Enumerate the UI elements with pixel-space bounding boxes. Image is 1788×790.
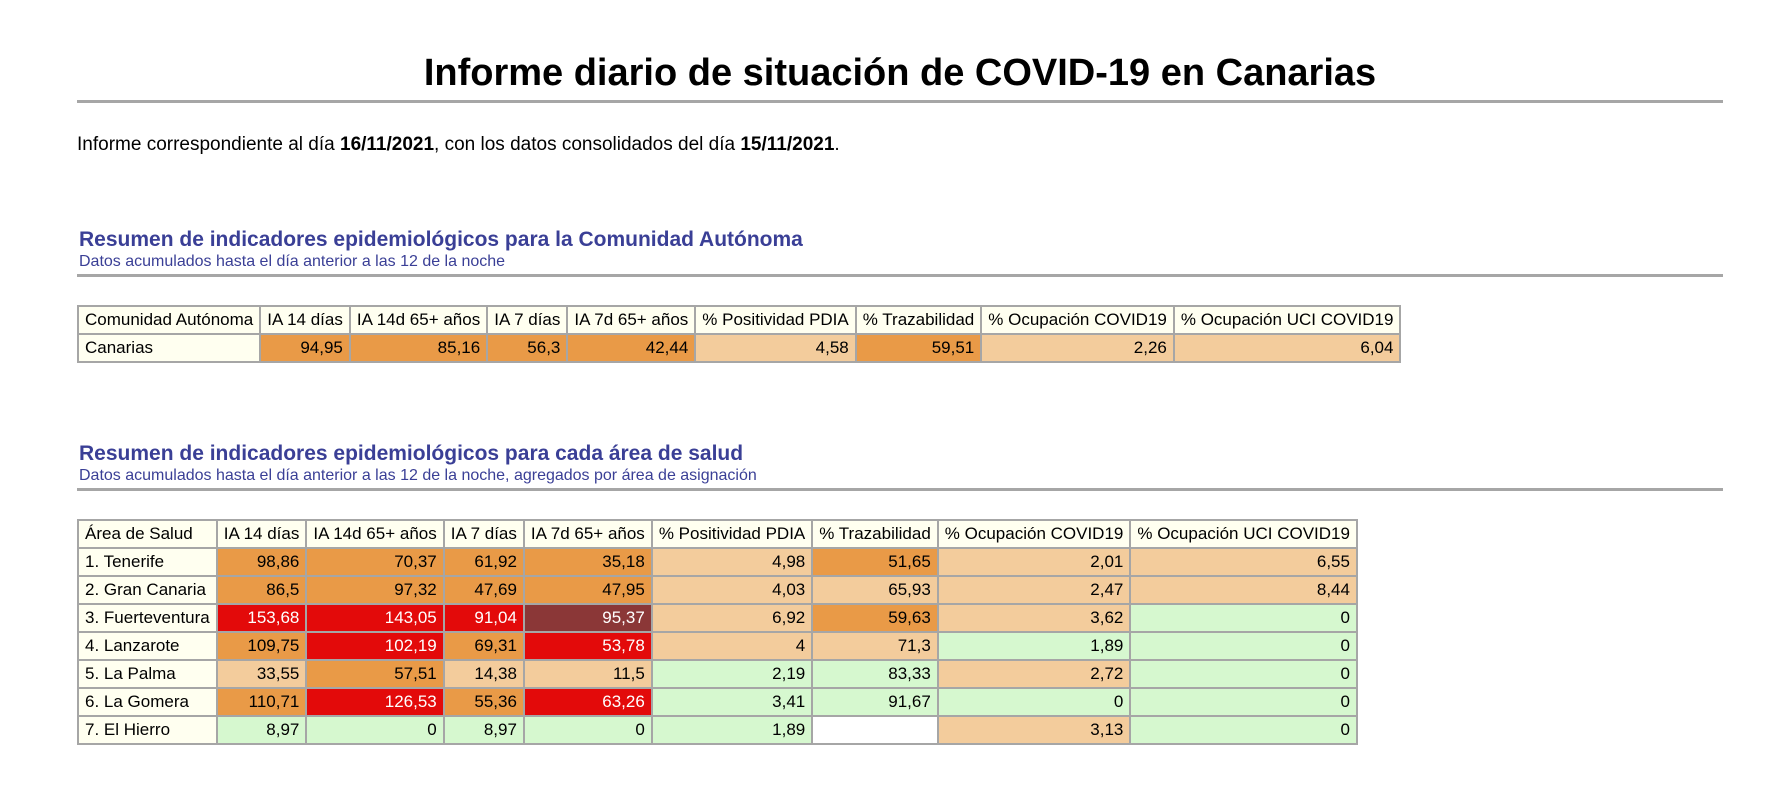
indicator-cell: 65,93: [812, 576, 938, 604]
row-label: 7. El Hierro: [78, 716, 217, 744]
section-health-areas: [77, 442, 1723, 745]
row-label: 1. Tenerife: [78, 548, 217, 576]
indicator-cell: 11,5: [524, 660, 652, 688]
indicator-cell: 110,71: [217, 688, 307, 716]
indicator-cell: 143,05: [306, 604, 443, 632]
table-row: [78, 334, 1400, 362]
indicator-cell: 85,16: [350, 334, 487, 362]
indicator-cell: 51,65: [812, 548, 938, 576]
section-areas-subtitle: Datos acumulados hasta el día anterior a las 12 de la noche, agregados por área de asignación: [79, 467, 757, 484]
indicator-cell: 6,55: [1130, 548, 1357, 576]
indicator-cell: 33,55: [217, 660, 307, 688]
indicator-cell: 14,38: [444, 660, 524, 688]
indicator-cell: 0: [524, 716, 652, 744]
indicator-cell: 55,36: [444, 688, 524, 716]
indicator-cell: 97,32: [306, 576, 443, 604]
indicator-cell: 6,04: [1174, 334, 1401, 362]
table-row: [78, 548, 1357, 576]
indicator-cell: 1,89: [652, 716, 812, 744]
indicator-cell: 8,97: [217, 716, 307, 744]
indicator-cell: 59,51: [856, 334, 982, 362]
intro-middle: , con los datos consolidados del día: [434, 134, 741, 155]
section-community-title: Resumen de indicadores epidemiológicos para la Comunidad Autónoma: [79, 228, 803, 251]
indicator-cell: 70,37: [306, 548, 443, 576]
indicator-cell: 3,62: [938, 604, 1131, 632]
column-header: % Positividad PDIA: [652, 520, 812, 548]
indicator-cell: 4,98: [652, 548, 812, 576]
table-row: [78, 632, 1357, 660]
indicator-cell: 2,26: [981, 334, 1174, 362]
indicator-cell: 153,68: [217, 604, 307, 632]
report-page: [77, 0, 1723, 157]
indicator-cell: 8,97: [444, 716, 524, 744]
row-label: Canarias: [78, 334, 260, 362]
column-header: Comunidad Autónoma: [78, 306, 260, 334]
indicator-cell: 94,95: [260, 334, 350, 362]
indicator-cell: 53,78: [524, 632, 652, 660]
row-label: 5. La Palma: [78, 660, 217, 688]
indicator-cell: 102,19: [306, 632, 443, 660]
indicator-cell: 0: [938, 688, 1131, 716]
report-intro: [77, 133, 1723, 157]
row-label: 3. Fuerteventura: [78, 604, 217, 632]
indicator-cell: 71,3: [812, 632, 938, 660]
indicator-cell: 47,69: [444, 576, 524, 604]
indicator-cell: 35,18: [524, 548, 652, 576]
column-header: Área de Salud: [78, 520, 217, 548]
indicator-cell: 86,5: [217, 576, 307, 604]
indicator-cell: 63,26: [524, 688, 652, 716]
column-header: IA 7 días: [444, 520, 524, 548]
column-header: % Ocupación COVID19: [938, 520, 1131, 548]
indicator-cell: 56,3: [487, 334, 567, 362]
indicator-cell: 95,37: [524, 604, 652, 632]
indicator-cell: 0: [1130, 688, 1357, 716]
indicator-cell: 4: [652, 632, 812, 660]
intro-prefix: Informe correspondiente al día: [77, 134, 340, 155]
indicator-cell: 6,92: [652, 604, 812, 632]
column-header: % Ocupación UCI COVID19: [1174, 306, 1401, 334]
community-indicators-table: [77, 305, 1401, 363]
row-label: 4. Lanzarote: [78, 632, 217, 660]
table-row: [78, 604, 1357, 632]
data-date: 15/11/2021: [740, 134, 835, 155]
indicator-cell: 4,03: [652, 576, 812, 604]
table-row: [78, 716, 1357, 744]
column-header: % Positividad PDIA: [695, 306, 855, 334]
column-header: % Ocupación UCI COVID19: [1130, 520, 1357, 548]
section-community: [77, 228, 1723, 363]
indicator-cell: [812, 716, 938, 744]
column-header: IA 7 días: [487, 306, 567, 334]
title-divider: [77, 100, 1723, 103]
column-header: IA 14 días: [260, 306, 350, 334]
table-row: [78, 660, 1357, 688]
table-row: [78, 576, 1357, 604]
section-community-divider: [77, 274, 1723, 277]
indicator-cell: 2,19: [652, 660, 812, 688]
section-areas-divider: [77, 488, 1723, 491]
indicator-cell: 91,67: [812, 688, 938, 716]
column-header: % Trazabilidad: [812, 520, 938, 548]
column-header: % Ocupación COVID19: [981, 306, 1174, 334]
indicator-cell: 69,31: [444, 632, 524, 660]
column-header: IA 14d 65+ años: [306, 520, 443, 548]
column-header: IA 7d 65+ años: [524, 520, 652, 548]
indicator-cell: 109,75: [217, 632, 307, 660]
indicator-cell: 57,51: [306, 660, 443, 688]
indicator-cell: 98,86: [217, 548, 307, 576]
indicator-cell: 0: [1130, 632, 1357, 660]
intro-suffix: .: [834, 134, 840, 155]
indicator-cell: 8,44: [1130, 576, 1357, 604]
indicator-cell: 61,92: [444, 548, 524, 576]
column-header: % Trazabilidad: [856, 306, 982, 334]
indicator-cell: 0: [306, 716, 443, 744]
indicator-cell: 2,01: [938, 548, 1131, 576]
indicator-cell: 0: [1130, 660, 1357, 688]
indicator-cell: 59,63: [812, 604, 938, 632]
table-header-row: [78, 520, 1357, 548]
health-area-indicators-table: [77, 519, 1358, 745]
table-header-row: [78, 306, 1400, 334]
indicator-cell: 42,44: [567, 334, 695, 362]
indicator-cell: 4,58: [695, 334, 855, 362]
indicator-cell: 0: [1130, 716, 1357, 744]
indicator-cell: 3,41: [652, 688, 812, 716]
table-row: [78, 688, 1357, 716]
column-header: IA 7d 65+ años: [567, 306, 695, 334]
report-date: 16/11/2021: [340, 134, 435, 155]
indicator-cell: 83,33: [812, 660, 938, 688]
page-title: Informe diario de situación de COVID-19 en Canarias: [423, 52, 1377, 94]
section-areas-title: Resumen de indicadores epidemiológicos para cada área de salud: [79, 442, 744, 465]
indicator-cell: 1,89: [938, 632, 1131, 660]
column-header: IA 14d 65+ años: [350, 306, 487, 334]
indicator-cell: 2,72: [938, 660, 1131, 688]
row-label: 6. La Gomera: [78, 688, 217, 716]
column-header: IA 14 días: [217, 520, 307, 548]
row-label: 2. Gran Canaria: [78, 576, 217, 604]
indicator-cell: 91,04: [444, 604, 524, 632]
section-community-subtitle: Datos acumulados hasta el día anterior a las 12 de la noche: [79, 253, 506, 270]
indicator-cell: 3,13: [938, 716, 1131, 744]
indicator-cell: 0: [1130, 604, 1357, 632]
indicator-cell: 2,47: [938, 576, 1131, 604]
indicator-cell: 126,53: [306, 688, 443, 716]
indicator-cell: 47,95: [524, 576, 652, 604]
